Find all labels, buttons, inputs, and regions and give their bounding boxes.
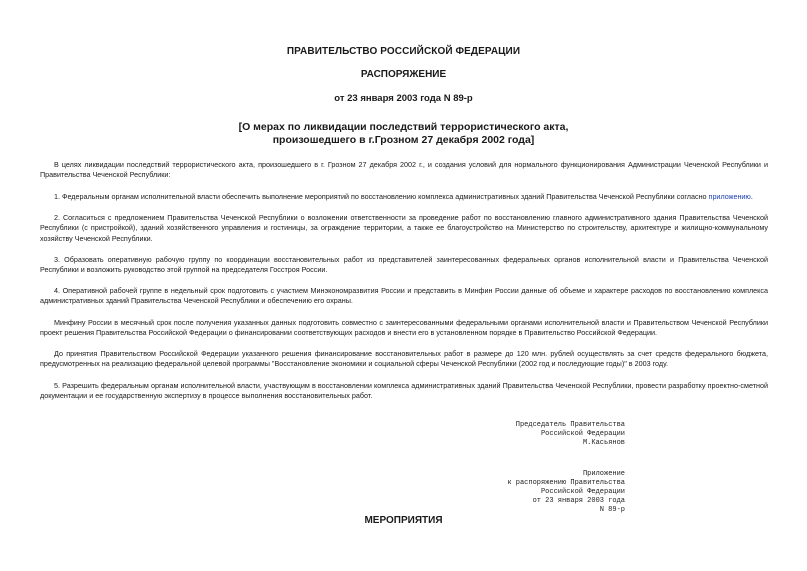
paragraph-1-end: . [750, 192, 753, 201]
paragraph-7: 5. Разрешить федеральным органам исполнительной власти, участвующим в восстановлении комплекса административных зданий Правительства Чеченской Республики, провести разработку проектно-сметной документации и ее государственную экспертизу в процессе выполнения восстановительных работ. [40, 381, 768, 401]
appendix-line-3: Российской Федерации [540, 488, 625, 496]
appendix-line-5: N 89-р [599, 506, 625, 514]
paragraph-preamble: В целях ликвидации последствий террористического акта, произошедшего в г. Грозном 27 декабря 2002 г., и создания условий для нормального функционирования Администрации Чеченской Республики и Правительства Чеченской Республики: [40, 160, 768, 180]
paragraph-1-text: 1. Федеральным органам исполнительной власти обеспечить выполнение мероприятий по восстановлению комплекса административных зданий Правительства Чеченской Республики согласно [54, 192, 709, 201]
measures-title: МЕРОПРИЯТИЯ [364, 515, 443, 526]
paragraph-6: До принятия Правительством Российской Федерации указанного решения финансирование восстановительных работ в размере до 120 млн. рублей осуществлять за счет средств федерального бюджета, предусмотренных на реализацию федеральной целевой программы "Восстановление экономики и социальной сферы Чеченской Республики (2002 год и последующие годы)" в 2003 году. [40, 349, 768, 369]
appendix-link[interactable]: приложению [708, 192, 751, 201]
document-date-number: от 23 января 2003 года N 89-р [334, 93, 473, 104]
signature-line-3: М.Касьянов [582, 439, 625, 447]
document-subject [0, 121, 807, 147]
government-heading: ПРАВИТЕЛЬСТВО РОССИЙСКОЙ ФЕДЕРАЦИИ [286, 46, 521, 57]
subject-line-2: произошедшего в г.Грозном 27 декабря 2002 года] [272, 134, 535, 146]
signature-line-1: Председатель Правительства [515, 421, 625, 429]
paragraph-4: 4. Оперативной рабочей группе в недельный срок подготовить с участием Минэкономразвития России и представить в Минфин России данные об объеме и характере расходов по восстановлению комплекса административных зданий Правительства Чеченской Республики и обеспечению его охраны. [40, 286, 768, 306]
appendix-line-1: Приложение [582, 470, 625, 478]
subject-line-1: [О мерах по ликвидации последствий террористического акта, [238, 121, 569, 133]
signature-block [470, 421, 625, 448]
paragraph-2: 2. Согласиться с предложением Правительства Чеченской Республики о возложении ответственности за проведение работ по восстановлению главного административного здания Правительства Чеченской Республики (с пристройкой), зданий хозяйственного управления и гостиницы, за ограждение территории, а также ее благоустройство на Министерство по строительству, архитектуре и жилищно-коммунальному хозяйству Чеченской Республики. [40, 213, 768, 243]
appendix-line-2: к распоряжению Правительства [507, 479, 625, 487]
paragraph-1 [40, 192, 768, 202]
appendix-line-4: от 23 января 2003 года [532, 497, 625, 505]
document-type-heading: РАСПОРЯЖЕНИЕ [360, 69, 447, 80]
paragraph-3: 3. Образовать оперативную рабочую группу по координации восстановительных работ из представителей заинтересованных федеральных органов исполнительной власти и Правительства Чеченской Республики и возложить руководство этой группой на председателя Госстроя России. [40, 255, 768, 275]
signature-line-2: Российской Федерации [540, 430, 625, 438]
appendix-block [470, 470, 625, 515]
paragraph-5: Минфину России в месячный срок после получения указанных данных подготовить совместно с заинтересованными федеральными органами исполнительной власти и Правительством Чеченской Республики проект решения Правительства Российской Федерации о финансировании соответствующих расходов и внести его в установленном порядке в Правительство Российской Федерации. [40, 318, 768, 338]
